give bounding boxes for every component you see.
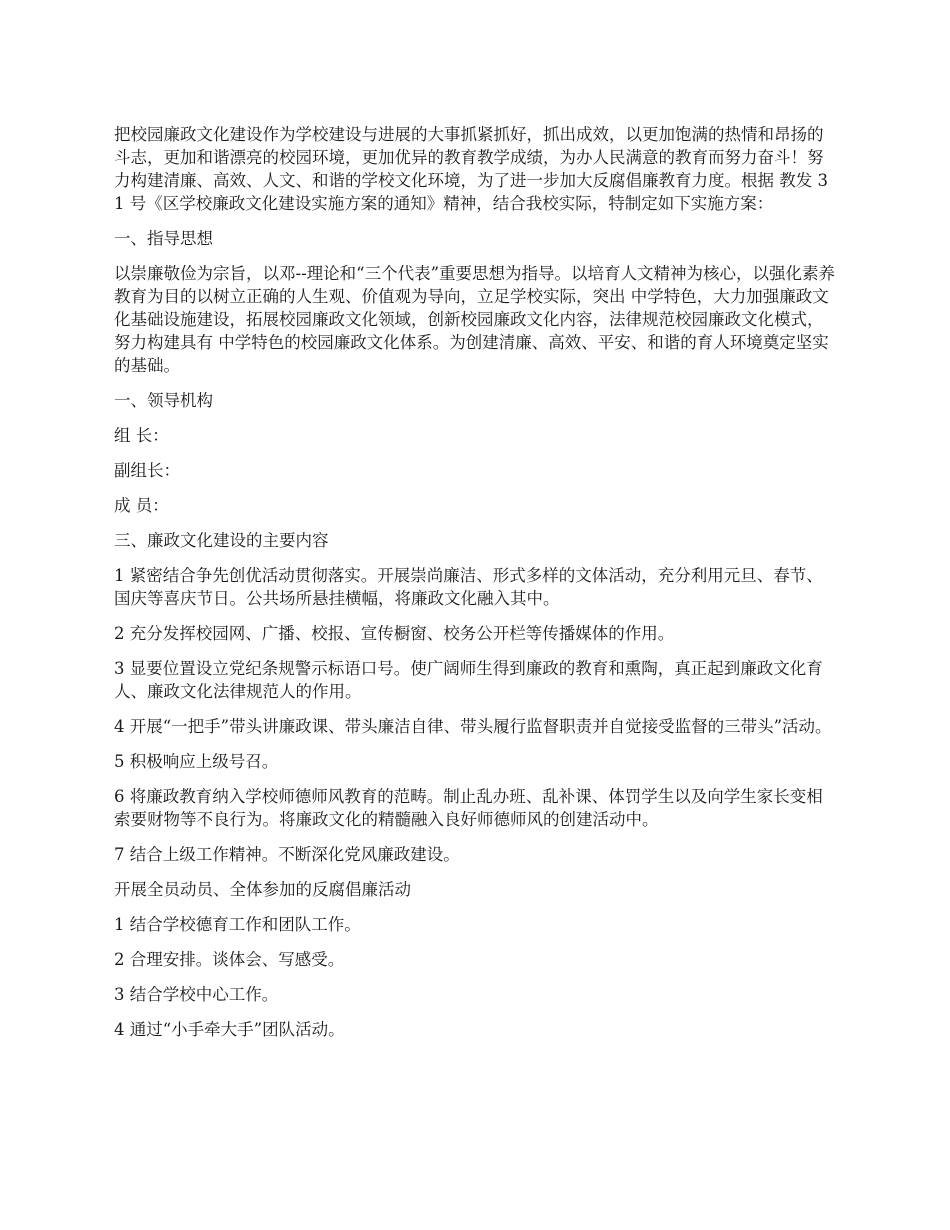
list-item: 3 显要位置设立党纪条规警示标语口号。使广阔师生得到廉政的教育和熏陶，真正起到廉政文化育人、廉政文化法律规范人的作用。 [114,659,823,701]
section-heading-guiding-thought: 一、指导思想 [114,229,213,248]
list-item: 5 积极响应上级号召。 [114,752,279,771]
section-heading-leadership: 一、领导机构 [114,391,213,410]
list-item: 2 充分发挥校园网、广播、校报、宣传橱窗、校务公开栏等传播媒体的作用。 [114,624,675,643]
list-item: 4 通过“小手牵大手”团队活动。 [114,1020,345,1039]
list-item: 2 合理安排。谈体会、写感受。 [114,950,345,969]
list-item: 6 将廉政教育纳入学校师德师风教育的范畴。制止乱办班、乱补课、体罚学生以及向学生家长变相索要财物等不良行为。将廉政文化的精髓融入良好师德师风的创建活动中。 [114,787,823,829]
subsection-heading-anti-corruption: 开展全员动员、全体参加的反腐倡廉活动 [114,880,411,899]
guiding-thought-paragraph: 以崇廉敬俭为宗旨，以邓--理论和“三个代表”重要思想为指导。以培育人文精神为核心，以强化素养教育为目的以树立正确的人生观、价值观为导向，立足学校实际，突出 中学特色，大力加强廉政文化基础设施建设，拓展校园廉政文化领域，创新校园廉政文化内容，法律规范校园廉政文化模式，努力构建具有 中学特色的校园廉政文化体系。为创建清廉、高效、平安、和谐的育人环境奠定坚实的基础。 [114,264,836,375]
document-page [114,123,836,1053]
list-item: 7 结合上级工作精神。不断深化党风廉政建设。 [114,845,460,864]
leader-line: 组 长： [114,426,169,445]
list-item: 1 结合学校德育工作和团队工作。 [114,915,361,934]
list-item: 4 开展“一把手”带头讲廉政课、带头廉洁自律、带头履行监督职责并自觉接受监督的三带头”活动。 [114,717,832,736]
members-line: 成 员： [114,496,169,515]
intro-paragraph: 把校园廉政文化建设作为学校建设与进展的大事抓紧抓好，抓出成效，以更加饱满的热情和昂扬的斗志，更加和谐漂亮的校园环境，更加优异的教育教学成绩，为办人民满意的教育而努力奋斗！努力构建清廉、高效、人文、和谐的学校文化环境，为了进一步加大反腐倡廉教育力度。根据 教发 31 号《区学校廉政文化建设实施方案的通知》精神，结合我校实际，特制定如下实施方案： [114,125,828,213]
list-item: 3 结合学校中心工作。 [114,985,279,1004]
list-item: 1 紧密结合争先创优活动贯彻落实。开展崇尚廉洁、形式多样的文体活动，充分利用元旦、春节、国庆等喜庆节日。公共场所悬挂横幅，将廉政文化融入其中。 [114,566,823,608]
deputy-leader-line: 副组长： [114,461,180,480]
section-heading-main-content: 三、廉政文化建设的主要内容 [114,531,329,550]
